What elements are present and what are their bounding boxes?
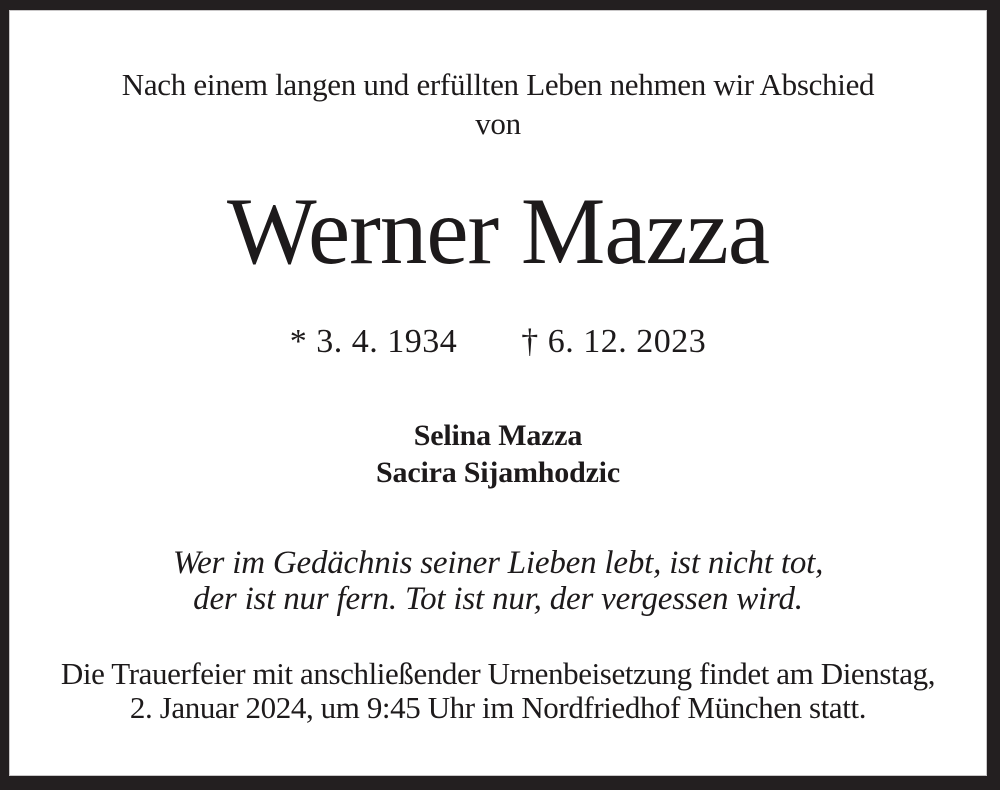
intro-line-1: Nach einem langen und erfüllten Leben nehmen wir Abschied [121, 67, 875, 102]
memorial-quote [10, 545, 986, 617]
mourner-name: Sacira Sijamhodzic [376, 456, 620, 489]
death-notice [9, 10, 987, 776]
mourner-name: Selina Mazza [413, 419, 583, 452]
death-date: † 6. 12. 2023 [521, 323, 707, 360]
quote-line-1: Wer im Gedächnis seiner Lieben lebt, ist nicht tot, [172, 545, 824, 581]
deceased-name: Werner Mazza [226, 178, 770, 284]
funeral-details-line-1: Die Trauerfeier mit anschließender Urnenbeisetzung findet am Dienstag, [60, 656, 936, 691]
funeral-details-line-2: 2. Januar 2024, um 9:45 Uhr im Nordfriedhof München statt. [129, 690, 867, 725]
funeral-details [10, 657, 986, 725]
intro-text [10, 11, 986, 143]
birth-date: * 3. 4. 1934 [289, 323, 458, 360]
quote-line-2: der ist nur fern. Tot ist nur, der vergessen wird. [193, 581, 803, 617]
life-dates [10, 323, 986, 361]
mourners-list [10, 417, 986, 491]
intro-line-2: von [475, 106, 521, 141]
